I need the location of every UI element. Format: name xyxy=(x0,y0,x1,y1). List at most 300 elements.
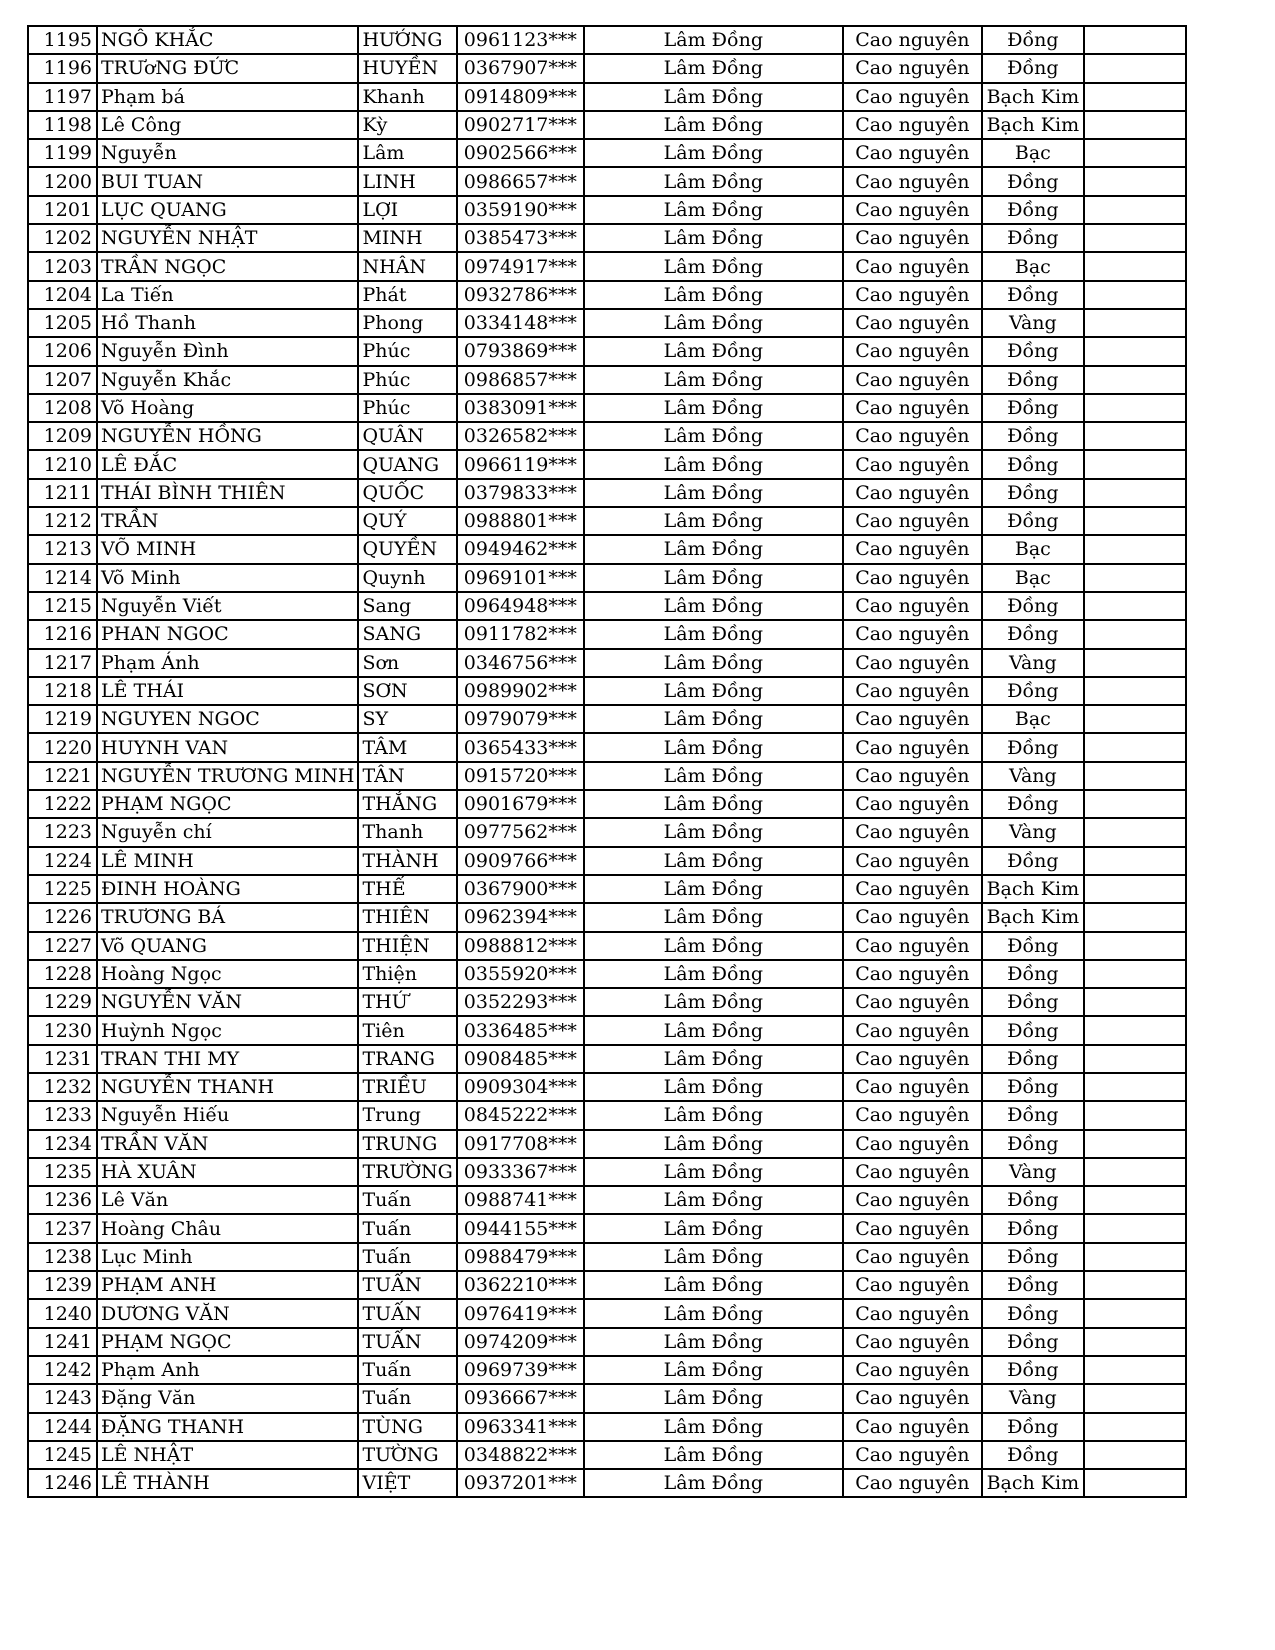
province-cell: Lâm Đồng xyxy=(584,479,843,507)
region-cell: Cao nguyên xyxy=(843,1413,982,1441)
province-cell: Lâm Đồng xyxy=(584,26,843,54)
province-cell: Lâm Đồng xyxy=(584,394,843,422)
first-name-cell: SY xyxy=(358,705,456,733)
row-number-cell: 1227 xyxy=(28,932,97,960)
note-cell xyxy=(1084,1271,1186,1299)
row-number-cell: 1240 xyxy=(28,1299,97,1327)
province-cell: Lâm Đồng xyxy=(584,705,843,733)
province-cell: Lâm Đồng xyxy=(584,281,843,309)
region-cell: Cao nguyên xyxy=(843,988,982,1016)
tier-cell: Bạc xyxy=(982,535,1084,563)
table-row xyxy=(28,1299,1186,1327)
table-row xyxy=(28,903,1186,931)
row-number-cell: 1226 xyxy=(28,903,97,931)
phone-number-cell: 0365433*** xyxy=(457,733,584,761)
row-number-cell: 1220 xyxy=(28,733,97,761)
table-row xyxy=(28,337,1186,365)
table-row xyxy=(28,932,1186,960)
region-cell: Cao nguyên xyxy=(843,677,982,705)
tier-cell: Đồng xyxy=(982,26,1084,54)
last-middle-name-cell: PHẠM NGỌC xyxy=(97,1328,358,1356)
note-cell xyxy=(1084,507,1186,535)
last-middle-name-cell: Nguyễn Viết xyxy=(97,592,358,620)
tier-cell: Bạc xyxy=(982,564,1084,592)
tier-cell: Đồng xyxy=(982,1328,1084,1356)
first-name-cell: Phúc xyxy=(358,337,456,365)
last-middle-name-cell: Hoàng Ngọc xyxy=(97,960,358,988)
note-cell xyxy=(1084,422,1186,450)
last-middle-name-cell: TRẦN xyxy=(97,507,358,535)
last-middle-name-cell: Nguyễn Khắc xyxy=(97,366,358,394)
province-cell: Lâm Đồng xyxy=(584,366,843,394)
tier-cell: Đồng xyxy=(982,394,1084,422)
first-name-cell: THIÊN xyxy=(358,903,456,931)
region-cell: Cao nguyên xyxy=(843,1214,982,1242)
note-cell xyxy=(1084,83,1186,111)
table-row xyxy=(28,988,1186,1016)
phone-number-cell: 0348822*** xyxy=(457,1441,584,1469)
note-cell xyxy=(1084,479,1186,507)
region-cell: Cao nguyên xyxy=(843,903,982,931)
note-cell xyxy=(1084,54,1186,82)
row-number-cell: 1237 xyxy=(28,1214,97,1242)
table-row xyxy=(28,111,1186,139)
phone-number-cell: 0932786*** xyxy=(457,281,584,309)
region-cell: Cao nguyên xyxy=(843,705,982,733)
province-cell: Lâm Đồng xyxy=(584,1271,843,1299)
last-middle-name-cell: NGUYỄN HỒNG xyxy=(97,422,358,450)
first-name-cell: QUÝ xyxy=(358,507,456,535)
last-middle-name-cell: TRƯƠNG BÁ xyxy=(97,903,358,931)
last-middle-name-cell: Phạm Ánh xyxy=(97,649,358,677)
row-number-cell: 1236 xyxy=(28,1186,97,1214)
last-middle-name-cell: TRƯơNG ĐỨC xyxy=(97,54,358,82)
note-cell xyxy=(1084,1299,1186,1327)
note-cell xyxy=(1084,988,1186,1016)
province-cell: Lâm Đồng xyxy=(584,847,843,875)
first-name-cell: TRANG xyxy=(358,1045,456,1073)
note-cell xyxy=(1084,1158,1186,1186)
table-row xyxy=(28,196,1186,224)
phone-number-cell: 0969101*** xyxy=(457,564,584,592)
first-name-cell: Phong xyxy=(358,309,456,337)
table-row xyxy=(28,1469,1186,1497)
province-cell: Lâm Đồng xyxy=(584,960,843,988)
phone-number-cell: 0793869*** xyxy=(457,337,584,365)
province-cell: Lâm Đồng xyxy=(584,875,843,903)
phone-number-cell: 0979079*** xyxy=(457,705,584,733)
province-cell: Lâm Đồng xyxy=(584,790,843,818)
tier-cell: Đồng xyxy=(982,1271,1084,1299)
region-cell: Cao nguyên xyxy=(843,252,982,280)
tier-cell: Vàng xyxy=(982,649,1084,677)
note-cell xyxy=(1084,1243,1186,1271)
row-number-cell: 1209 xyxy=(28,422,97,450)
last-middle-name-cell: LÊ NHẬT xyxy=(97,1441,358,1469)
table-row xyxy=(28,1243,1186,1271)
phone-number-cell: 0966119*** xyxy=(457,450,584,478)
tier-cell: Đồng xyxy=(982,450,1084,478)
province-cell: Lâm Đồng xyxy=(584,592,843,620)
province-cell: Lâm Đồng xyxy=(584,422,843,450)
phone-number-cell: 0974917*** xyxy=(457,252,584,280)
phone-number-cell: 0988801*** xyxy=(457,507,584,535)
tier-cell: Đồng xyxy=(982,281,1084,309)
tier-cell: Bạch Kim xyxy=(982,111,1084,139)
last-middle-name-cell: LÊ THÀNH xyxy=(97,1469,358,1497)
note-cell xyxy=(1084,790,1186,818)
last-middle-name-cell: Phạm Anh xyxy=(97,1356,358,1384)
last-middle-name-cell: VÕ MINH xyxy=(97,535,358,563)
table-row xyxy=(28,1101,1186,1129)
note-cell xyxy=(1084,1328,1186,1356)
note-cell xyxy=(1084,818,1186,846)
note-cell xyxy=(1084,26,1186,54)
first-name-cell: SƠN xyxy=(358,677,456,705)
first-name-cell: THỨ xyxy=(358,988,456,1016)
province-cell: Lâm Đồng xyxy=(584,1158,843,1186)
last-middle-name-cell: Nguyễn xyxy=(97,139,358,167)
province-cell: Lâm Đồng xyxy=(584,903,843,931)
tier-cell: Đồng xyxy=(982,1186,1084,1214)
last-middle-name-cell: Nguyễn Đình xyxy=(97,337,358,365)
note-cell xyxy=(1084,394,1186,422)
note-cell xyxy=(1084,960,1186,988)
table-row xyxy=(28,281,1186,309)
tier-cell: Bạch Kim xyxy=(982,1469,1084,1497)
row-number-cell: 1214 xyxy=(28,564,97,592)
row-number-cell: 1245 xyxy=(28,1441,97,1469)
province-cell: Lâm Đồng xyxy=(584,1469,843,1497)
last-middle-name-cell: La Tiến xyxy=(97,281,358,309)
table-row xyxy=(28,479,1186,507)
last-middle-name-cell: LỤC QUANG xyxy=(97,196,358,224)
province-cell: Lâm Đồng xyxy=(584,1441,843,1469)
table-row xyxy=(28,366,1186,394)
note-cell xyxy=(1084,196,1186,224)
phone-number-cell: 0963341*** xyxy=(457,1413,584,1441)
table-row xyxy=(28,762,1186,790)
row-number-cell: 1233 xyxy=(28,1101,97,1129)
first-name-cell: TƯỜNG xyxy=(358,1441,456,1469)
note-cell xyxy=(1084,932,1186,960)
region-cell: Cao nguyên xyxy=(843,366,982,394)
first-name-cell: Tuấn xyxy=(358,1356,456,1384)
tier-cell: Bạch Kim xyxy=(982,83,1084,111)
last-middle-name-cell: THÁI BÌNH THIÊN xyxy=(97,479,358,507)
row-number-cell: 1239 xyxy=(28,1271,97,1299)
table-row xyxy=(28,1045,1186,1073)
region-cell: Cao nguyên xyxy=(843,1101,982,1129)
phone-number-cell: 0937201*** xyxy=(457,1469,584,1497)
first-name-cell: TUẤN xyxy=(358,1299,456,1327)
tier-cell: Đồng xyxy=(982,677,1084,705)
last-middle-name-cell: Huỳnh Ngọc xyxy=(97,1016,358,1044)
table-row xyxy=(28,507,1186,535)
last-middle-name-cell: Phạm bá xyxy=(97,83,358,111)
note-cell xyxy=(1084,111,1186,139)
row-number-cell: 1223 xyxy=(28,818,97,846)
region-cell: Cao nguyên xyxy=(843,875,982,903)
region-cell: Cao nguyên xyxy=(843,1328,982,1356)
phone-number-cell: 0359190*** xyxy=(457,196,584,224)
note-cell xyxy=(1084,1073,1186,1101)
table-row xyxy=(28,1384,1186,1412)
last-middle-name-cell: Võ QUANG xyxy=(97,932,358,960)
province-cell: Lâm Đồng xyxy=(584,564,843,592)
note-cell xyxy=(1084,309,1186,337)
last-middle-name-cell: Hoàng Châu xyxy=(97,1214,358,1242)
province-cell: Lâm Đồng xyxy=(584,507,843,535)
note-cell xyxy=(1084,1384,1186,1412)
phone-number-cell: 0944155*** xyxy=(457,1214,584,1242)
note-cell xyxy=(1084,366,1186,394)
phone-number-cell: 0969739*** xyxy=(457,1356,584,1384)
region-cell: Cao nguyên xyxy=(843,733,982,761)
row-number-cell: 1204 xyxy=(28,281,97,309)
region-cell: Cao nguyên xyxy=(843,111,982,139)
region-cell: Cao nguyên xyxy=(843,83,982,111)
phone-number-cell: 0367900*** xyxy=(457,875,584,903)
table-row xyxy=(28,450,1186,478)
row-number-cell: 1235 xyxy=(28,1158,97,1186)
table-row xyxy=(28,564,1186,592)
tier-cell: Đồng xyxy=(982,1130,1084,1158)
row-number-cell: 1200 xyxy=(28,167,97,195)
first-name-cell: Khanh xyxy=(358,83,456,111)
province-cell: Lâm Đồng xyxy=(584,1073,843,1101)
tier-cell: Đồng xyxy=(982,733,1084,761)
note-cell xyxy=(1084,1441,1186,1469)
table-row xyxy=(28,620,1186,648)
row-number-cell: 1243 xyxy=(28,1384,97,1412)
region-cell: Cao nguyên xyxy=(843,1130,982,1158)
last-middle-name-cell: TRAN THI MY xyxy=(97,1045,358,1073)
first-name-cell: TRIỀU xyxy=(358,1073,456,1101)
first-name-cell: Phát xyxy=(358,281,456,309)
last-middle-name-cell: TRẦN NGỌC xyxy=(97,252,358,280)
phone-number-cell: 0986657*** xyxy=(457,167,584,195)
note-cell xyxy=(1084,1045,1186,1073)
table-row xyxy=(28,1356,1186,1384)
first-name-cell: TUẤN xyxy=(358,1271,456,1299)
region-cell: Cao nguyên xyxy=(843,1469,982,1497)
last-middle-name-cell: LÊ MINH xyxy=(97,847,358,875)
tier-cell: Đồng xyxy=(982,422,1084,450)
row-number-cell: 1234 xyxy=(28,1130,97,1158)
table-row xyxy=(28,1186,1186,1214)
phone-number-cell: 0383091*** xyxy=(457,394,584,422)
province-cell: Lâm Đồng xyxy=(584,1101,843,1129)
last-middle-name-cell: PHAN NGOC xyxy=(97,620,358,648)
note-cell xyxy=(1084,1214,1186,1242)
province-cell: Lâm Đồng xyxy=(584,1328,843,1356)
region-cell: Cao nguyên xyxy=(843,1441,982,1469)
tier-cell: Đồng xyxy=(982,988,1084,1016)
tier-cell: Đồng xyxy=(982,1214,1084,1242)
last-middle-name-cell: NGÔ KHẮC xyxy=(97,26,358,54)
tier-cell: Đồng xyxy=(982,592,1084,620)
first-name-cell: TUẤN xyxy=(358,1328,456,1356)
first-name-cell: Phúc xyxy=(358,366,456,394)
last-middle-name-cell: NGUYEN NGOC xyxy=(97,705,358,733)
note-cell xyxy=(1084,649,1186,677)
first-name-cell: TÂM xyxy=(358,733,456,761)
region-cell: Cao nguyên xyxy=(843,818,982,846)
table-row xyxy=(28,1130,1186,1158)
region-cell: Cao nguyên xyxy=(843,564,982,592)
region-cell: Cao nguyên xyxy=(843,1016,982,1044)
tier-cell: Đồng xyxy=(982,196,1084,224)
phone-number-cell: 0845222*** xyxy=(457,1101,584,1129)
region-cell: Cao nguyên xyxy=(843,1271,982,1299)
row-number-cell: 1244 xyxy=(28,1413,97,1441)
first-name-cell: Tuấn xyxy=(358,1243,456,1271)
note-cell xyxy=(1084,224,1186,252)
region-cell: Cao nguyên xyxy=(843,1299,982,1327)
row-number-cell: 1211 xyxy=(28,479,97,507)
note-cell xyxy=(1084,1101,1186,1129)
last-middle-name-cell: Lục Minh xyxy=(97,1243,358,1271)
note-cell xyxy=(1084,337,1186,365)
phone-number-cell: 0911782*** xyxy=(457,620,584,648)
phone-number-cell: 0909766*** xyxy=(457,847,584,875)
note-cell xyxy=(1084,875,1186,903)
table-row xyxy=(28,1073,1186,1101)
table-row xyxy=(28,26,1186,54)
row-number-cell: 1225 xyxy=(28,875,97,903)
first-name-cell: TRƯỜNG xyxy=(358,1158,456,1186)
row-number-cell: 1202 xyxy=(28,224,97,252)
region-cell: Cao nguyên xyxy=(843,450,982,478)
tier-cell: Vàng xyxy=(982,762,1084,790)
phone-number-cell: 0962394*** xyxy=(457,903,584,931)
last-middle-name-cell: HUYNH VAN xyxy=(97,733,358,761)
note-cell xyxy=(1084,167,1186,195)
row-number-cell: 1197 xyxy=(28,83,97,111)
first-name-cell: QUANG xyxy=(358,450,456,478)
last-middle-name-cell: ĐINH HOÀNG xyxy=(97,875,358,903)
phone-number-cell: 0346756*** xyxy=(457,649,584,677)
phone-number-cell: 0355920*** xyxy=(457,960,584,988)
phone-number-cell: 0915720*** xyxy=(457,762,584,790)
province-cell: Lâm Đồng xyxy=(584,309,843,337)
province-cell: Lâm Đồng xyxy=(584,83,843,111)
province-cell: Lâm Đồng xyxy=(584,337,843,365)
table-row xyxy=(28,139,1186,167)
phone-number-cell: 0336485*** xyxy=(457,1016,584,1044)
last-middle-name-cell: LÊ ĐẮC xyxy=(97,450,358,478)
row-number-cell: 1219 xyxy=(28,705,97,733)
row-number-cell: 1218 xyxy=(28,677,97,705)
phone-number-cell: 0379833*** xyxy=(457,479,584,507)
row-number-cell: 1230 xyxy=(28,1016,97,1044)
region-cell: Cao nguyên xyxy=(843,479,982,507)
province-cell: Lâm Đồng xyxy=(584,620,843,648)
phone-number-cell: 0977562*** xyxy=(457,818,584,846)
region-cell: Cao nguyên xyxy=(843,1073,982,1101)
note-cell xyxy=(1084,1469,1186,1497)
first-name-cell: QUỐC xyxy=(358,479,456,507)
phone-number-cell: 0974209*** xyxy=(457,1328,584,1356)
last-middle-name-cell: LÊ THÁI xyxy=(97,677,358,705)
region-cell: Cao nguyên xyxy=(843,196,982,224)
region-cell: Cao nguyên xyxy=(843,847,982,875)
first-name-cell: Trung xyxy=(358,1101,456,1129)
tier-cell: Đồng xyxy=(982,366,1084,394)
table-row xyxy=(28,252,1186,280)
region-cell: Cao nguyên xyxy=(843,26,982,54)
table-row xyxy=(28,960,1186,988)
row-number-cell: 1242 xyxy=(28,1356,97,1384)
tier-cell: Đồng xyxy=(982,167,1084,195)
row-number-cell: 1241 xyxy=(28,1328,97,1356)
note-cell xyxy=(1084,564,1186,592)
last-middle-name-cell: ĐẶNG THANH xyxy=(97,1413,358,1441)
phone-number-cell: 0914809*** xyxy=(457,83,584,111)
first-name-cell: TRUNG xyxy=(358,1130,456,1158)
last-middle-name-cell: Nguyễn Hiếu xyxy=(97,1101,358,1129)
table-row xyxy=(28,1328,1186,1356)
phone-number-cell: 0976419*** xyxy=(457,1299,584,1327)
table-row xyxy=(28,224,1186,252)
region-cell: Cao nguyên xyxy=(843,507,982,535)
tier-cell: Đồng xyxy=(982,1441,1084,1469)
last-middle-name-cell: PHẠM ANH xyxy=(97,1271,358,1299)
phone-number-cell: 0986857*** xyxy=(457,366,584,394)
tier-cell: Đồng xyxy=(982,337,1084,365)
note-cell xyxy=(1084,252,1186,280)
tier-cell: Đồng xyxy=(982,1045,1084,1073)
note-cell xyxy=(1084,847,1186,875)
note-cell xyxy=(1084,139,1186,167)
first-name-cell: Tuấn xyxy=(358,1384,456,1412)
first-name-cell: Tiên xyxy=(358,1016,456,1044)
phone-number-cell: 0367907*** xyxy=(457,54,584,82)
table-row xyxy=(28,422,1186,450)
first-name-cell: MINH xyxy=(358,224,456,252)
province-cell: Lâm Đồng xyxy=(584,932,843,960)
tier-cell: Vàng xyxy=(982,1384,1084,1412)
last-middle-name-cell: DƯƠNG VĂN xyxy=(97,1299,358,1327)
tier-cell: Bạch Kim xyxy=(982,903,1084,931)
last-middle-name-cell: NGUYỄN NHẬT xyxy=(97,224,358,252)
row-number-cell: 1207 xyxy=(28,366,97,394)
last-middle-name-cell: Võ Hoàng xyxy=(97,394,358,422)
province-cell: Lâm Đồng xyxy=(584,252,843,280)
first-name-cell: Sơn xyxy=(358,649,456,677)
first-name-cell: TÙNG xyxy=(358,1413,456,1441)
first-name-cell: Thanh xyxy=(358,818,456,846)
note-cell xyxy=(1084,281,1186,309)
phone-number-cell: 0949462*** xyxy=(457,535,584,563)
table-row xyxy=(28,818,1186,846)
first-name-cell: Thiện xyxy=(358,960,456,988)
province-cell: Lâm Đồng xyxy=(584,1384,843,1412)
phone-number-cell: 0902566*** xyxy=(457,139,584,167)
region-cell: Cao nguyên xyxy=(843,932,982,960)
row-number-cell: 1224 xyxy=(28,847,97,875)
row-number-cell: 1195 xyxy=(28,26,97,54)
table-row xyxy=(28,309,1186,337)
first-name-cell: Phúc xyxy=(358,394,456,422)
region-cell: Cao nguyên xyxy=(843,394,982,422)
tier-cell: Đồng xyxy=(982,507,1084,535)
region-cell: Cao nguyên xyxy=(843,309,982,337)
table-row xyxy=(28,167,1186,195)
table-row xyxy=(28,790,1186,818)
table-row xyxy=(28,592,1186,620)
